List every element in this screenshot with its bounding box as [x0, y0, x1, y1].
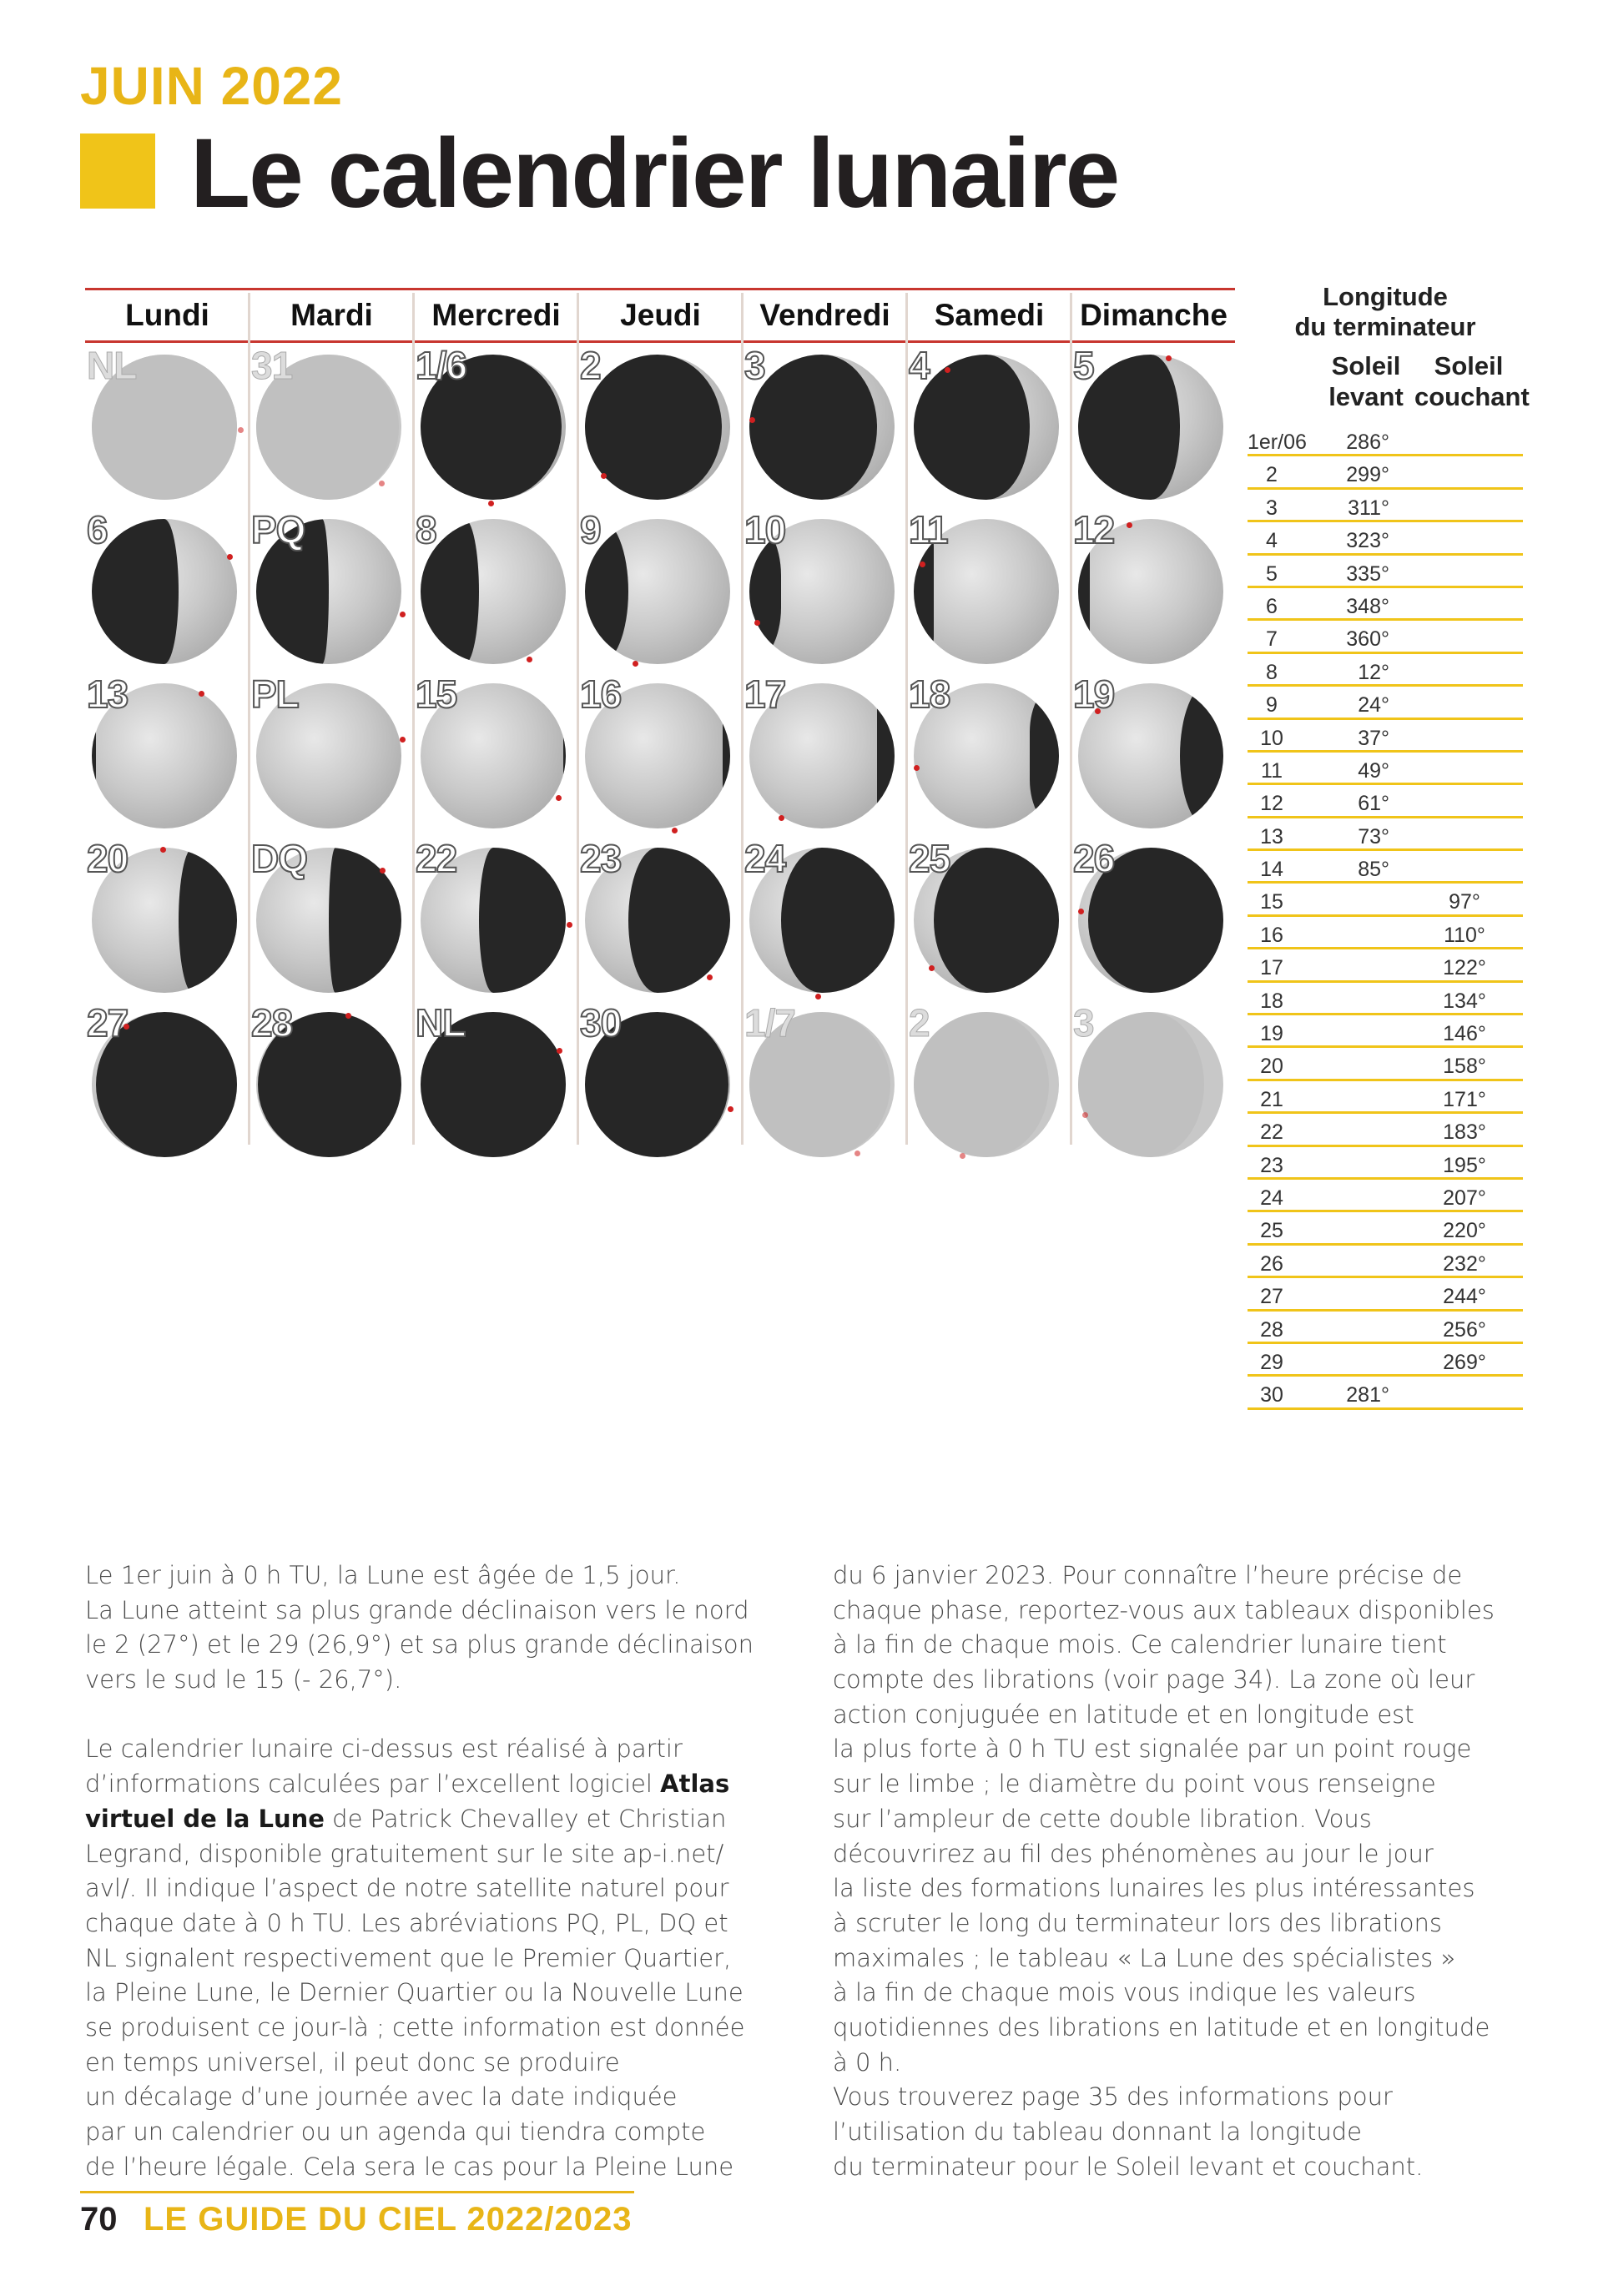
- text-line: par un calendrier ou un agenda qui tiendra compte: [85, 2117, 706, 2146]
- moon-day-cell: [85, 507, 249, 671]
- body-text-left-column: [85, 1558, 754, 2184]
- moon-phase-icon: [92, 519, 237, 664]
- text-line: de l’heure légale. Cela sera le cas pour la Pleine Lune: [85, 2152, 734, 2181]
- moon-day-cell: [1071, 507, 1235, 671]
- moon-shadow: [1030, 683, 1059, 828]
- libration-dot: [929, 965, 935, 971]
- terminator-row: [1248, 490, 1523, 522]
- terminator-day: 26: [1260, 1251, 1283, 1276]
- terminator-day: 12: [1260, 792, 1283, 816]
- sunset-longitude: 97°: [1449, 890, 1480, 914]
- terminator-row: [1248, 687, 1523, 719]
- terminator-day: 5: [1266, 561, 1278, 586]
- terminator-day: 23: [1260, 1153, 1283, 1177]
- moon-day-cell: [578, 672, 742, 835]
- sunrise-longitude: 281°: [1346, 1383, 1389, 1407]
- moon-day-cell: [907, 672, 1071, 835]
- terminator-row: [1248, 424, 1523, 456]
- terminator-row: [1248, 1212, 1523, 1245]
- moon-date-label: 3: [1073, 1001, 1094, 1045]
- moon-day-cell: [85, 672, 249, 835]
- moon-date-label: 26: [1073, 837, 1115, 880]
- text-line: se produisent ce jour-là ; cette information est donnée: [85, 2012, 745, 2042]
- sunrise-longitude: 311°: [1348, 496, 1389, 520]
- moon-date-label: 6: [87, 508, 108, 551]
- calendar-day-header: [85, 288, 1235, 343]
- terminator-title-line2: du terminateur: [1294, 312, 1476, 341]
- moon-phase-icon: [1078, 355, 1223, 500]
- text-line: [85, 1767, 754, 1802]
- moon-shadow: [877, 683, 895, 828]
- moon-date-label: 20: [87, 837, 129, 880]
- moon-shadow: [628, 848, 730, 993]
- moon-day-cell: [578, 1000, 742, 1164]
- text-line: compte des librations (voir page 34). La zone où leur: [833, 1665, 1475, 1694]
- terminator-day: 8: [1266, 660, 1278, 684]
- sunrise-longitude: 61°: [1358, 792, 1389, 816]
- text-line: vers le sud le 15 (- 26,7°).: [85, 1665, 402, 1694]
- moon-date-label: 13: [87, 672, 129, 716]
- column-header-sunset: [1414, 350, 1530, 412]
- moon-date-label: 19: [1073, 672, 1115, 716]
- sunrise-longitude: 348°: [1346, 594, 1389, 618]
- moon-date-label: 30: [580, 1001, 622, 1045]
- moon-day-cell: [414, 507, 577, 671]
- terminator-row: [1248, 720, 1523, 753]
- terminator-row: [1248, 983, 1523, 1015]
- moon-day-cell: [743, 836, 906, 999]
- moon-day-cell: [578, 343, 742, 506]
- moon-date-label: 3: [744, 344, 765, 387]
- moon-date-label: 18: [909, 672, 950, 716]
- terminator-day: 27: [1260, 1285, 1283, 1309]
- moon-date-label: 23: [580, 837, 622, 880]
- sunrise-longitude: 360°: [1346, 627, 1389, 652]
- terminator-title: [1281, 282, 1490, 342]
- terminator-title-line1: Longitude: [1323, 282, 1448, 311]
- moon-shadow: [563, 683, 566, 828]
- text-line: NL signalent respectivement que le Premier Quartier,: [85, 1943, 732, 1972]
- moon-date-label: 28: [251, 1001, 293, 1045]
- sunset-longitude: 207°: [1443, 1186, 1486, 1210]
- sunset-longitude: 110°: [1444, 923, 1485, 947]
- terminator-rows: [1248, 424, 1523, 1410]
- text-line: Legrand, disponible gratuitement sur le site ap-i.net/: [85, 1839, 724, 1868]
- moon-day-cell: [250, 836, 413, 999]
- moon-date-label: DQ: [251, 837, 307, 880]
- moon-day-cell: [250, 672, 413, 835]
- text-line: La Lune atteint sa plus grande déclinaison vers le nord: [85, 1595, 749, 1624]
- terminator-day: 25: [1260, 1219, 1283, 1243]
- software-name-bold: Atlas: [660, 1770, 730, 1799]
- sunset-longitude: 183°: [1443, 1120, 1486, 1145]
- terminator-row: [1248, 818, 1523, 851]
- text-line: quotidiennes des librations en latitude et en longitude: [833, 2012, 1490, 2042]
- moon-date-label: 9: [580, 508, 601, 551]
- text-fragment: de Patrick Chevalley et Christian: [324, 1804, 727, 1833]
- moon-day-cell: [250, 343, 413, 506]
- day-header: Vendredi: [759, 298, 890, 332]
- terminator-day: 20: [1260, 1055, 1283, 1079]
- sunset-longitude: 256°: [1443, 1317, 1486, 1342]
- sunset-longitude: 134°: [1443, 989, 1486, 1013]
- moon-shadow: [914, 355, 1030, 500]
- terminator-day: 30: [1260, 1383, 1283, 1407]
- sunrise-longitude: 37°: [1358, 726, 1389, 750]
- moon-phase-icon: [585, 519, 730, 664]
- column-header-sunrise-line1: Soleil: [1331, 351, 1401, 380]
- sunrise-longitude: 323°: [1346, 529, 1389, 553]
- moon-date-label: 25: [909, 837, 950, 880]
- libration-dot: [238, 427, 244, 433]
- publication-title: LE GUIDE DU CIEL 2022/2023: [144, 2201, 633, 2238]
- moon-day-cell: [414, 1000, 577, 1164]
- sunset-longitude: 269°: [1443, 1350, 1486, 1374]
- sunrise-longitude: 73°: [1358, 824, 1389, 848]
- terminator-row: [1248, 917, 1523, 949]
- moon-day-cell: [250, 1000, 413, 1164]
- text-line: la liste des formations lunaires les plus intéressantes: [833, 1874, 1475, 1903]
- moon-shadow: [479, 848, 566, 993]
- libration-dot: [914, 765, 920, 771]
- sunrise-longitude: 12°: [1358, 660, 1389, 684]
- moon-phase-icon: [421, 519, 566, 664]
- libration-dot: [960, 1153, 965, 1159]
- column-header-sunset-line1: Soleil: [1434, 351, 1504, 380]
- terminator-row: [1248, 753, 1523, 785]
- moon-date-label: 11: [909, 508, 948, 551]
- sunset-longitude: 171°: [1443, 1087, 1486, 1111]
- text-line: à la fin de chaque mois vous indique les valeurs: [833, 1978, 1416, 2007]
- moon-shadow: [781, 848, 895, 993]
- moon-day-cell: [1071, 1000, 1235, 1164]
- text-line: avl/. Il indique l’aspect de notre satellite naturel pour: [85, 1874, 729, 1903]
- day-header: Mercredi: [431, 298, 561, 332]
- moon-date-label: NL: [87, 344, 137, 387]
- moon-phase-icon: [914, 1012, 1059, 1157]
- moon-day-cell: [907, 343, 1071, 506]
- column-header-sunrise: [1316, 350, 1416, 412]
- text-line: un décalage d’une journée avec la date indiquée: [85, 2082, 678, 2112]
- text-line: action conjuguée en latitude et en longitude est: [833, 1699, 1414, 1729]
- moon-day-cell: [743, 672, 906, 835]
- moon-date-label: 17: [744, 672, 786, 716]
- body-text-right-column: [833, 1558, 1495, 2184]
- software-name-bold: virtuel de la Lune: [85, 1804, 325, 1833]
- moon-date-label: 8: [416, 508, 436, 551]
- moon-date-label: 1/7: [744, 1001, 795, 1045]
- terminator-day: 6: [1266, 594, 1278, 618]
- terminator-day: 22: [1260, 1120, 1283, 1145]
- text-line: Vous trouverez page 35 des informations pour: [833, 2082, 1393, 2112]
- moon-day-cell: [907, 1000, 1071, 1164]
- terminator-row: [1248, 1048, 1523, 1080]
- moon-day-cell: [85, 1000, 249, 1164]
- libration-dot: [728, 1106, 733, 1112]
- page-number: 70: [80, 2201, 118, 2238]
- moon-date-label: 10: [744, 508, 786, 551]
- terminator-day: 28: [1260, 1317, 1283, 1342]
- text-line: sur le limbe ; le diamètre du point vous renseigne: [833, 1770, 1436, 1799]
- day-header: Dimanche: [1080, 298, 1227, 332]
- terminator-day: 4: [1266, 529, 1278, 553]
- terminator-row: [1248, 1081, 1523, 1114]
- sunset-longitude: 122°: [1443, 956, 1486, 980]
- text-line: chaque phase, reportez-vous aux tableaux disponibles: [833, 1595, 1495, 1624]
- moon-day-cell: [578, 507, 742, 671]
- terminator-day: 29: [1260, 1350, 1283, 1374]
- terminator-day: 18: [1260, 989, 1283, 1013]
- terminator-day: 3: [1266, 496, 1278, 520]
- moon-day-cell: [743, 343, 906, 506]
- libration-dot: [345, 1013, 351, 1019]
- day-header: Jeudi: [620, 298, 701, 332]
- sunrise-longitude: 286°: [1346, 430, 1389, 454]
- terminator-row: [1248, 1344, 1523, 1377]
- terminator-row: [1248, 1377, 1523, 1409]
- terminator-row: [1248, 1114, 1523, 1146]
- terminator-day: 10: [1260, 726, 1283, 750]
- libration-dot: [488, 501, 494, 506]
- sunset-longitude: 244°: [1443, 1285, 1486, 1309]
- terminator-row: [1248, 1015, 1523, 1048]
- sunset-longitude: 158°: [1443, 1055, 1486, 1079]
- sunset-longitude: 195°: [1443, 1153, 1486, 1177]
- moon-day-cell: [414, 343, 577, 506]
- terminator-day: 17: [1260, 956, 1283, 980]
- moon-date-label: NL: [416, 1001, 466, 1045]
- sunset-longitude: 232°: [1443, 1251, 1486, 1276]
- libration-dot: [854, 1151, 860, 1156]
- moon-phase-icon: [585, 355, 730, 500]
- moon-day-cell: [1071, 836, 1235, 999]
- sunrise-longitude: 49°: [1358, 758, 1389, 783]
- terminator-table: [1248, 282, 1530, 1407]
- text-line: sur l’ampleur de cette double libration. Vous: [833, 1804, 1372, 1833]
- moon-phase-icon: [914, 355, 1059, 500]
- moon-date-label: 27: [87, 1001, 129, 1045]
- text-line: la Pleine Lune, le Dernier Quartier ou la Nouvelle Lune: [85, 1978, 744, 2007]
- terminator-day: 1er/06: [1248, 430, 1307, 454]
- terminator-row: [1248, 1246, 1523, 1278]
- month-kicker: JUIN 2022: [80, 56, 343, 116]
- text-line: en temps universel, il peut donc se produire: [85, 2047, 620, 2077]
- footer-rule: [80, 2191, 634, 2193]
- moon-shadow: [914, 1012, 1049, 1157]
- terminator-day: 11: [1261, 758, 1283, 783]
- moon-date-label: 4: [909, 344, 930, 387]
- moon-day-cell: [414, 836, 577, 999]
- column-header-sunrise-line2: levant: [1328, 382, 1404, 411]
- terminator-day: 19: [1260, 1022, 1283, 1046]
- terminator-row: [1248, 949, 1523, 982]
- sunrise-longitude: 85°: [1358, 858, 1389, 882]
- terminator-day: 2: [1266, 463, 1278, 487]
- moon-day-cell: [1071, 343, 1235, 506]
- terminator-row: [1248, 851, 1523, 884]
- text-line: la plus forte à 0 h TU est signalée par un point rouge: [833, 1735, 1472, 1764]
- moon-date-label: 2: [580, 344, 601, 387]
- text-line: maximales ; le tableau « La Lune des spécialistes »: [833, 1943, 1456, 1972]
- terminator-day: 14: [1260, 858, 1283, 882]
- text-line: chaque date à 0 h TU. Les abréviations PQ, PL, DQ et: [85, 1908, 728, 1937]
- terminator-row: [1248, 1278, 1523, 1311]
- sunrise-longitude: 335°: [1346, 561, 1389, 586]
- text-line: du terminateur pour le Soleil levant et couchant.: [833, 2152, 1424, 2181]
- moon-day-cell: [743, 1000, 906, 1164]
- moon-date-label: 31: [251, 344, 293, 387]
- terminator-day: 21: [1260, 1087, 1283, 1111]
- day-header: Mardi: [290, 298, 373, 332]
- moon-date-label: 12: [1073, 508, 1115, 551]
- column-header-sunset-line2: couchant: [1414, 382, 1530, 411]
- sunset-longitude: 146°: [1443, 1022, 1486, 1046]
- terminator-row: [1248, 456, 1523, 489]
- libration-dot: [400, 612, 406, 617]
- sunset-longitude: 220°: [1443, 1219, 1486, 1243]
- libration-dot: [749, 417, 755, 423]
- moon-phase-icon: [1078, 1012, 1223, 1157]
- libration-dot: [400, 737, 406, 743]
- terminator-day: 9: [1266, 693, 1278, 718]
- terminator-row: [1248, 654, 1523, 687]
- terminator-day: 24: [1260, 1186, 1283, 1210]
- text-line: l’utilisation du tableau donnant la longitude: [833, 2117, 1363, 2146]
- text-line: Le 1er juin à 0 h TU, la Lune est âgée de 1,5 jour.: [85, 1561, 681, 1589]
- libration-dot: [945, 367, 950, 373]
- moon-date-label: 16: [580, 672, 622, 716]
- moon-phase-icon: [749, 355, 895, 500]
- terminator-day: 16: [1260, 923, 1283, 947]
- day-header: Samedi: [934, 298, 1045, 332]
- terminator-row: [1248, 1180, 1523, 1212]
- text-line: le 2 (27°) et le 29 (26,9°) et sa plus grande déclinaison: [85, 1630, 754, 1659]
- text-line: à 0 h.: [833, 2047, 902, 2077]
- moon-date-label: PQ: [251, 508, 305, 551]
- terminator-column-headers: [1248, 350, 1530, 417]
- page-title: Le calendrier lunaire: [190, 118, 1119, 229]
- text-line: à scruter le long du terminateur lors des librations: [833, 1908, 1442, 1937]
- terminator-row: [1248, 588, 1523, 621]
- moon-date-label: 22: [416, 837, 457, 880]
- moon-day-cell: [1071, 672, 1235, 835]
- terminator-row: [1248, 522, 1523, 555]
- moon-date-label: 1/6: [416, 344, 466, 387]
- text-line: Le calendrier lunaire ci-dessus est réalisé à partir: [85, 1735, 683, 1764]
- moon-day-cell: [907, 836, 1071, 999]
- moon-day-cell: [250, 507, 413, 671]
- paragraph-gap: [85, 1698, 754, 1733]
- terminator-row: [1248, 785, 1523, 818]
- libration-dot: [380, 868, 386, 874]
- libration-dot: [633, 661, 638, 667]
- terminator-row: [1248, 1312, 1523, 1344]
- day-header: Lundi: [125, 298, 209, 332]
- moon-date-label: 5: [1073, 344, 1094, 387]
- libration-dot: [556, 795, 562, 801]
- moon-shadow: [723, 683, 730, 828]
- text-line: découvrirez au fil des phénomènes au jour le jour: [833, 1839, 1434, 1868]
- moon-date-label: PL: [251, 672, 299, 716]
- terminator-row: [1248, 556, 1523, 588]
- moon-date-label: 2: [909, 1001, 930, 1045]
- terminator-row: [1248, 884, 1523, 916]
- moon-day-cell: [414, 672, 577, 835]
- text-line: à la fin de chaque mois. Ce calendrier lunaire tient: [833, 1630, 1447, 1659]
- moon-day-cell: [743, 507, 906, 671]
- moon-day-cell: [85, 343, 249, 506]
- terminator-day: 13: [1260, 824, 1283, 848]
- moon-day-cell: [85, 836, 249, 999]
- libration-dot: [920, 561, 925, 567]
- moon-day-cell: [578, 836, 742, 999]
- moon-shadow: [179, 848, 237, 993]
- moon-date-label: 15: [416, 672, 457, 716]
- moon-shadow: [329, 848, 401, 993]
- moon-shadow: [1078, 1012, 1204, 1157]
- moon-shadow: [749, 355, 877, 500]
- moon-day-cell: [907, 507, 1071, 671]
- terminator-row: [1248, 1147, 1523, 1180]
- terminator-day: 15: [1260, 890, 1283, 914]
- moon-shadow: [934, 848, 1059, 993]
- terminator-row: [1248, 621, 1523, 653]
- sunrise-longitude: 24°: [1358, 693, 1389, 718]
- text-line: du 6 janvier 2023. Pour connaître l’heure précise de: [833, 1561, 1463, 1589]
- libration-dot: [601, 473, 607, 479]
- libration-dot: [815, 994, 821, 999]
- terminator-day: 7: [1266, 627, 1278, 652]
- libration-dot: [567, 922, 572, 928]
- text-fragment: d’informations calculées par l’excellent logiciel: [85, 1770, 653, 1799]
- title-square-decoration: [80, 133, 155, 209]
- moon-date-label: 24: [744, 837, 786, 880]
- libration-dot: [672, 828, 678, 833]
- sunrise-longitude: 299°: [1346, 463, 1389, 487]
- text-line: [85, 1802, 754, 1837]
